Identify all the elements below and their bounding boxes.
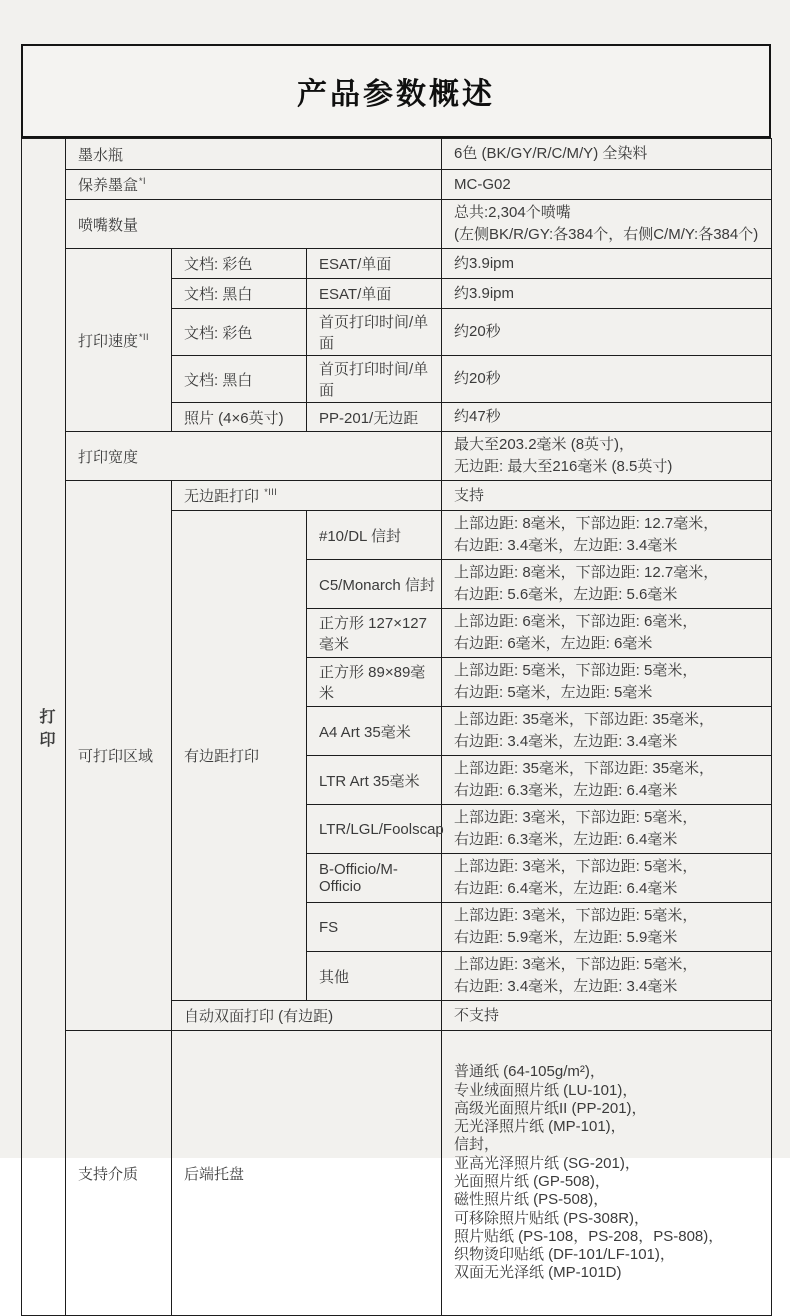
group-label-printable-area: 可打印区域 [66, 481, 172, 1031]
row-label-print-width: 打印宽度 [66, 432, 442, 481]
margin-size-label: #10/DL 信封 [307, 511, 442, 560]
margin-line: 上部边距: 8毫米，下部边距: 12.7毫米， [454, 564, 719, 581]
margin-value [442, 756, 772, 805]
print-speed-label-text: 打印速度 [78, 332, 139, 350]
table-row [22, 481, 772, 511]
margin-value [442, 658, 772, 707]
margin-line: 上部边距: 6毫米，下部边距: 6毫米， [454, 613, 698, 630]
row-label-ink-bottle: 墨水瓶 [66, 139, 442, 170]
speed-value: 约47秒 [442, 403, 772, 432]
row-value-nozzle-count [442, 200, 772, 249]
margin-value [442, 854, 772, 903]
margin-value [442, 511, 772, 560]
margin-line: 上部边距: 3毫米，下部边距: 5毫米， [454, 809, 698, 826]
footnote-marker: *III [264, 487, 278, 497]
margin-size-label: A4 Art 35毫米 [307, 707, 442, 756]
media-item: 专业绒面照片纸 (LU-101)， [454, 1081, 638, 1099]
media-item: 亚高光泽照片纸 (SG-201)， [454, 1154, 640, 1172]
margin-line: 上部边距: 3毫米，下部边距: 5毫米， [454, 907, 698, 924]
table-row [22, 139, 772, 170]
media-item: 光面照片纸 (GP-508)， [454, 1173, 610, 1190]
margin-line: 右边距: 5毫米，左边距: 5毫米 [454, 684, 653, 701]
speed-doc-type: 文档: 彩色 [172, 309, 307, 356]
margin-value [442, 952, 772, 1001]
speed-doc-type: 文档: 黑白 [172, 356, 307, 403]
nozzle-total-line: 总共:2,304个喷嘴 [454, 204, 571, 221]
speed-doc-type: 文档: 黑白 [172, 279, 307, 309]
speed-doc-type: 照片 (4×6英寸) [172, 403, 307, 432]
table-row [22, 170, 772, 200]
side-section-label-print [22, 139, 66, 1316]
row-label-maintenance-cartridge [66, 170, 442, 200]
table-row [22, 432, 772, 481]
media-item: 磁性照片纸 (PS-508)， [454, 1191, 609, 1209]
margin-line: 右边距: 5.9毫米，左边距: 5.9毫米 [454, 929, 678, 946]
margin-size-label: B-Officio/M-Officio [307, 854, 442, 903]
borderless-label-text: 无边距打印 [184, 488, 260, 505]
margin-size-label: 其他 [307, 952, 442, 1001]
media-item: 高级光面照片纸II (PP-201)， [454, 1099, 647, 1117]
group-label-bordered-print: 有边距打印 [172, 511, 307, 1001]
margin-line: 右边距: 6.4毫米，左边距: 6.4毫米 [454, 880, 678, 897]
speed-mode: PP-201/无边距 [307, 403, 442, 432]
row-value-auto-duplex: 不支持 [442, 1001, 772, 1031]
side-label-text: 打印 [39, 709, 56, 749]
media-item: 双面无光泽纸 (MP-101D) [454, 1264, 622, 1282]
speed-value: 约3.9ipm [442, 249, 772, 279]
margin-value [442, 805, 772, 854]
margin-line: 上部边距: 3毫米，下部边距: 5毫米， [454, 956, 698, 973]
maintenance-label-text: 保养墨盒 [78, 177, 139, 194]
margin-line: 右边距: 6.3毫米，左边距: 6.4毫米 [454, 782, 678, 799]
table-row [22, 200, 772, 249]
speed-mode: ESAT/单面 [307, 249, 442, 279]
margin-line: 上部边距: 5毫米，下部边距: 5毫米， [454, 662, 698, 679]
margin-value [442, 707, 772, 756]
margin-line: 右边距: 3.4毫米，左边距: 3.4毫米 [454, 978, 678, 995]
row-label-rear-tray: 后端托盘 [172, 1031, 442, 1316]
media-item: 信封， [454, 1136, 500, 1154]
row-label-auto-duplex: 自动双面打印 (有边距) [172, 1001, 442, 1031]
row-label-borderless-print [172, 481, 442, 511]
media-item: 可移除照片贴纸 (PS-308R)， [454, 1209, 650, 1227]
speed-value: 约20秒 [442, 309, 772, 356]
margin-line: 右边距: 6毫米，左边距: 6毫米 [454, 635, 653, 652]
footnote-marker: *II [139, 331, 150, 342]
margin-line: 右边距: 6.3毫米，左边距: 6.4毫米 [454, 831, 678, 848]
margin-size-label: LTR/LGL/Foolscap [307, 805, 442, 854]
margin-line: 上部边距: 35毫米，下部边距: 35毫米， [454, 711, 715, 728]
spec-table [21, 138, 772, 1316]
media-item: 照片贴纸 (PS-108，PS-208，PS-808)， [454, 1227, 724, 1245]
nozzle-detail-line: (左侧BK/R/GY:各384个，右侧C/M/Y:各384个) [454, 226, 759, 243]
row-value-print-width [442, 432, 772, 481]
margin-line: 上部边距: 3毫米，下部边距: 5毫米， [454, 858, 698, 875]
margin-line: 右边距: 3.4毫米，左边距: 3.4毫米 [454, 733, 678, 750]
margin-line: 上部边距: 35毫米，下部边距: 35毫米， [454, 760, 715, 777]
speed-value: 约3.9ipm [442, 279, 772, 309]
margin-size-label: LTR Art 35毫米 [307, 756, 442, 805]
table-row [22, 249, 772, 279]
speed-mode: 首页打印时间/单面 [307, 356, 442, 403]
speed-mode: ESAT/单面 [307, 279, 442, 309]
row-label-nozzle-count: 喷嘴数量 [66, 200, 442, 249]
margin-size-label: C5/Monarch 信封 [307, 560, 442, 609]
media-item: 无光泽照片纸 (MP-101)， [454, 1118, 626, 1136]
speed-doc-type: 文档: 彩色 [172, 249, 307, 279]
margin-value [442, 609, 772, 658]
table-row [22, 1031, 772, 1316]
footnote-marker: *I [139, 176, 147, 186]
media-item: 织物烫印贴纸 (DF-101/LF-101)， [454, 1246, 675, 1264]
margin-value [442, 903, 772, 952]
group-label-supported-media: 支持介质 [66, 1031, 172, 1316]
media-list [442, 1031, 772, 1316]
page-title: 产品参数概述 [297, 78, 495, 111]
margin-value [442, 560, 772, 609]
row-value-borderless-print: 支持 [442, 481, 772, 511]
margin-line: 右边距: 3.4毫米，左边距: 3.4毫米 [454, 537, 678, 554]
print-width-line: 最大至203.2毫米 (8英寸)， [454, 436, 635, 453]
margin-line: 上部边距: 8毫米，下部边距: 12.7毫米， [454, 515, 719, 532]
media-item: 普通纸 (64-105g/m²)， [454, 1063, 605, 1081]
speed-mode: 首页打印时间/单面 [307, 309, 442, 356]
speed-value: 约20秒 [442, 356, 772, 403]
print-width-borderless-line: 无边距: 最大至216毫米 (8.5英寸) [454, 458, 673, 475]
row-value-maintenance-cartridge: MC-G02 [442, 170, 772, 200]
margin-size-label: 正方形 127×127毫米 [307, 609, 442, 658]
margin-size-label: 正方形 89×89毫米 [307, 658, 442, 707]
margin-line: 右边距: 5.6毫米，左边距: 5.6毫米 [454, 586, 678, 603]
row-value-ink-bottle: 6色 (BK/GY/R/C/M/Y) 全染料 [442, 139, 772, 170]
margin-size-label: FS [307, 903, 442, 952]
page-title-box [21, 44, 771, 138]
group-label-print-speed [66, 249, 172, 432]
